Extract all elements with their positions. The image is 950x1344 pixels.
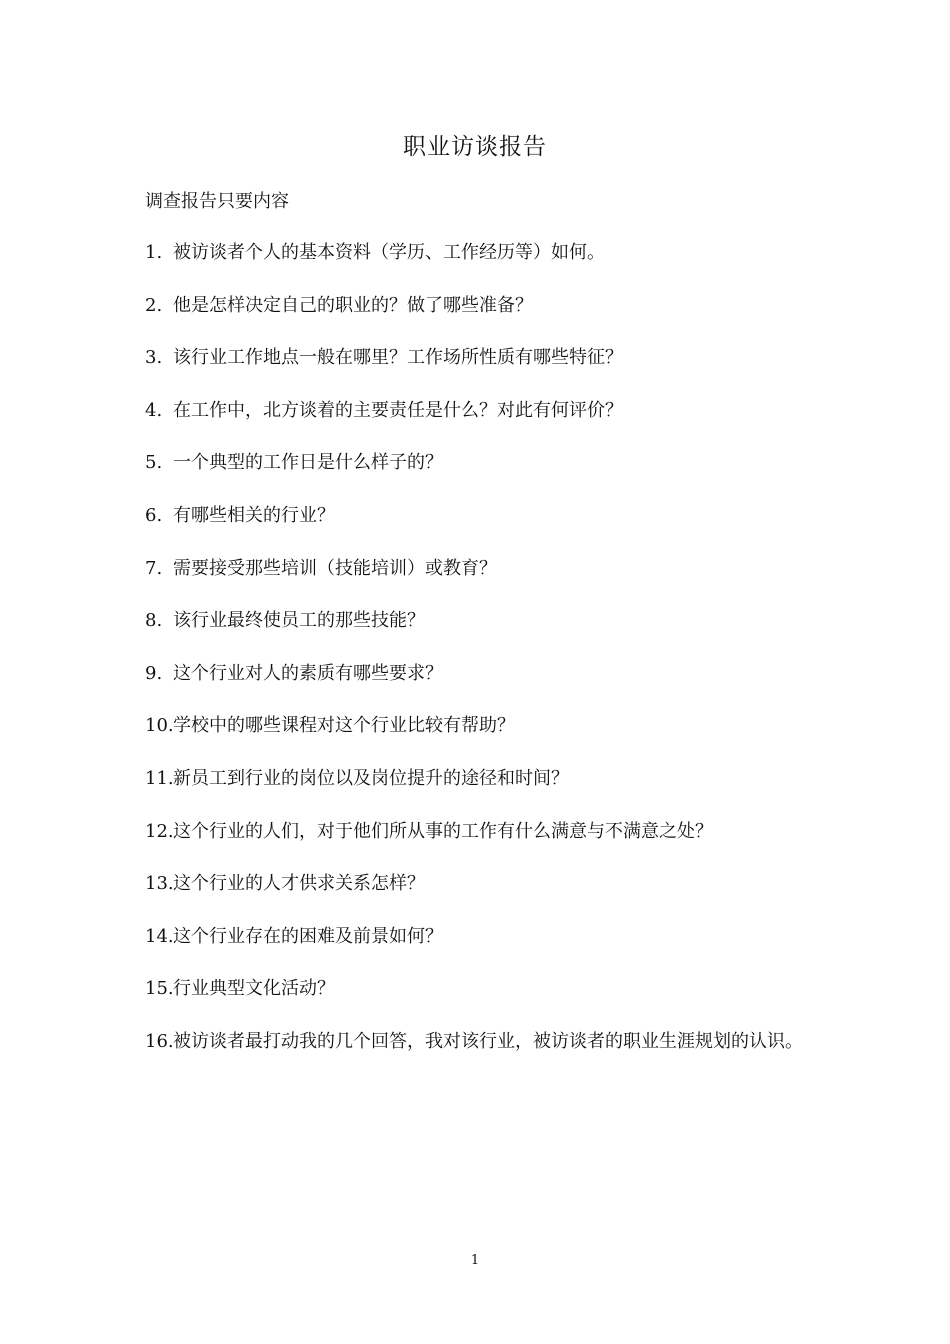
list-item-text: 被访谈者最打动我的几个回答，我对该行业，被访谈者的职业生涯规划的认识。 (173, 1030, 803, 1052)
list-item-text: 他是怎样决定自己的职业的？做了哪些准备？ (173, 294, 533, 316)
list-item-text: 行业典型文化活动？ (173, 978, 335, 1000)
list-item-text: 这个行业的人才供求关系怎样？ (173, 873, 425, 895)
list-item-number: 13. (145, 873, 174, 895)
list-item (145, 502, 815, 530)
list-item-text: 一个典型的工作日是什么样子的？ (173, 452, 443, 474)
page-number: 1 (470, 1253, 480, 1268)
list-item-text: 这个行业对人的素质有哪些要求？ (173, 662, 443, 684)
list-item-text: 在工作中，北方谈着的主要责任是什么？对此有何评价？ (173, 399, 623, 421)
list-item-number: 4. (145, 399, 163, 421)
list-item-text: 新员工到行业的岗位以及岗位提升的途径和时间？ (173, 767, 569, 789)
list-item-text: 被访谈者个人的基本资料（学历、工作经历等）如何。 (173, 242, 605, 263)
question-list (145, 239, 815, 1085)
list-item (145, 765, 815, 793)
list-item (145, 975, 815, 1003)
list-item (145, 712, 815, 740)
list-item-number: 1. (145, 242, 163, 263)
list-item-number: 2. (145, 294, 163, 316)
list-item-text: 这个行业的人们，对于他们所从事的工作有什么满意与不满意之处？ (173, 820, 713, 842)
list-item-number: 6. (145, 504, 163, 526)
list-item-number: 10. (145, 715, 174, 737)
list-item (145, 449, 815, 477)
list-item-number: 5. (145, 452, 163, 474)
list-item (145, 607, 815, 635)
list-item (145, 239, 815, 267)
list-item-number: 8. (145, 610, 163, 632)
list-item (145, 923, 815, 951)
list-item-number: 9. (145, 662, 163, 684)
list-item-text: 学校中的哪些课程对这个行业比较有帮助？ (173, 715, 515, 737)
list-item (145, 344, 815, 372)
list-item (145, 555, 815, 583)
list-item (145, 292, 815, 320)
list-item-text: 需要接受那些培训（技能培训）或教育？ (173, 557, 497, 579)
list-item-text: 这个行业存在的困难及前景如何？ (173, 925, 443, 947)
list-item-number: 11. (145, 767, 174, 789)
list-item-text: 有哪些相关的行业？ (173, 504, 335, 526)
list-item-text: 该行业最终使员工的那些技能？ (173, 610, 425, 632)
list-item-number: 7. (145, 557, 163, 579)
list-item (145, 870, 815, 898)
document-subtitle: 调查报告只要内容 (145, 191, 289, 212)
list-item-number: 3. (145, 347, 163, 369)
list-item-number: 16. (145, 1030, 174, 1052)
list-item (145, 397, 815, 425)
document-title: 职业访谈报告 (403, 134, 547, 160)
list-item-number: 15. (145, 978, 174, 1000)
list-item (145, 818, 815, 846)
list-item (145, 1028, 815, 1060)
list-item (145, 660, 815, 688)
list-item-number: 14. (145, 925, 174, 947)
list-item-number: 12. (145, 820, 174, 842)
list-item-text: 该行业工作地点一般在哪里？工作场所性质有哪些特征？ (173, 347, 623, 369)
